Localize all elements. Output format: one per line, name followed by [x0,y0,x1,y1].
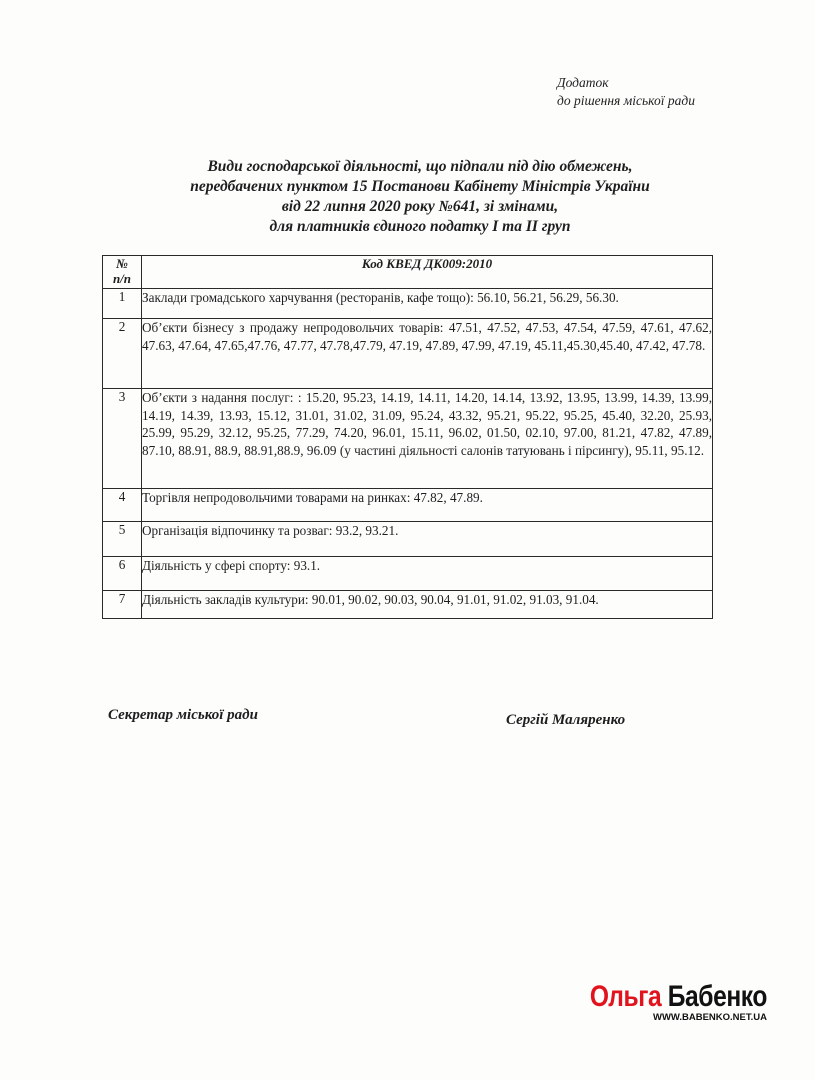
watermark-first-name: Ольга [589,980,662,1013]
appendix-note [557,74,695,110]
row-number: 5 [103,522,142,557]
row-number: 6 [103,557,142,591]
table-row [103,591,713,619]
watermark-url: WWW.BABENKO.NET.UA [653,1012,767,1023]
header-number-bottom: п/п [112,271,132,286]
title-line-2: передбачених пунктом 15 Постанови Кабінету Міністрів України [190,178,650,195]
appendix-line-2: до рішення міської ради [557,93,695,108]
appendix-line-1: Додаток [557,75,609,90]
row-number: 3 [103,389,142,489]
table-row [103,489,713,522]
table-row [103,389,713,489]
title-line-4: для платників єдиного податку I та II груп [269,218,571,235]
header-number-top: № [116,256,128,271]
table-header-row [103,256,713,289]
table-row [103,522,713,557]
row-description: Об’єкти бізнесу з продажу непродовольчих товарів: 47.51, 47.52, 47.53, 47.54, 47.59, 47.61, 47.62, 47.63, 47.64, 47.65,47.76, 47.77, 47.78,47.79, 47.19, 47.89, 47.99, 47.19, 45.11,45.30,45.40, 47.42, 47.78. [142,319,713,389]
header-number [103,256,142,289]
table-row [103,289,713,319]
row-number: 2 [103,319,142,389]
table-row [103,557,713,591]
watermark-logo [551,980,767,1023]
signature-position: Секретар міської ради [108,707,258,723]
row-description: Діяльність закладів культури: 90.01, 90.02, 90.03, 90.04, 91.01, 91.02, 91.03, 91.04. [142,591,713,619]
watermark-last-name: Бабенко [667,980,767,1013]
title-line-3: від 22 липня 2020 року №641, зі змінами, [281,198,559,215]
row-description: Торгівля непродовольчими товарами на ринках: 47.82, 47.89. [142,489,713,522]
row-description: Заклади громадського харчування (ресторанів, кафе тощо): 56.10, 56.21, 56.29, 56.30. [142,289,713,319]
title-line-1: Види господарської діяльності, що підпали під дію обмежень, [207,158,633,175]
table-row [103,319,713,389]
row-number: 7 [103,591,142,619]
row-number: 4 [103,489,142,522]
signature-name: Сергій Маляренко [506,712,626,728]
row-number: 1 [103,289,142,319]
row-description: Організація відпочинку та розваг: 93.2, 93.21. [142,522,713,557]
header-code: Код КВЕД ДК009:2010 [142,256,713,289]
kved-table [102,255,713,619]
document-title [100,157,740,237]
row-description: Діяльність у сфері спорту: 93.1. [142,557,713,591]
row-description: Об’єкти з надання послуг: : 15.20, 95.23, 14.19, 14.11, 14.20, 14.14, 13.92, 13.95, 13.99, 14.39, 13.99, 14.19, 14.39, 13.93, 15.12, 31.01, 31.02, 31.09, 95.24, 43.32, 95.21, 95.22, 95.25, 45.40, 32.20, 25.93, 25.99, 95.29, 32.12, 95.25, 77.29, 74.20, 96.01, 15.11, 96.02, 01.50, 02.10, 97.00, 81.21, 47.82, 47.89, 87.10, 88.91, 88.9, 88.91,88.9, 96.09 (у частині діяльності салонів татуювань і пірсингу), 95.11, 95.12. [142,389,713,489]
watermark-name [590,980,767,1014]
